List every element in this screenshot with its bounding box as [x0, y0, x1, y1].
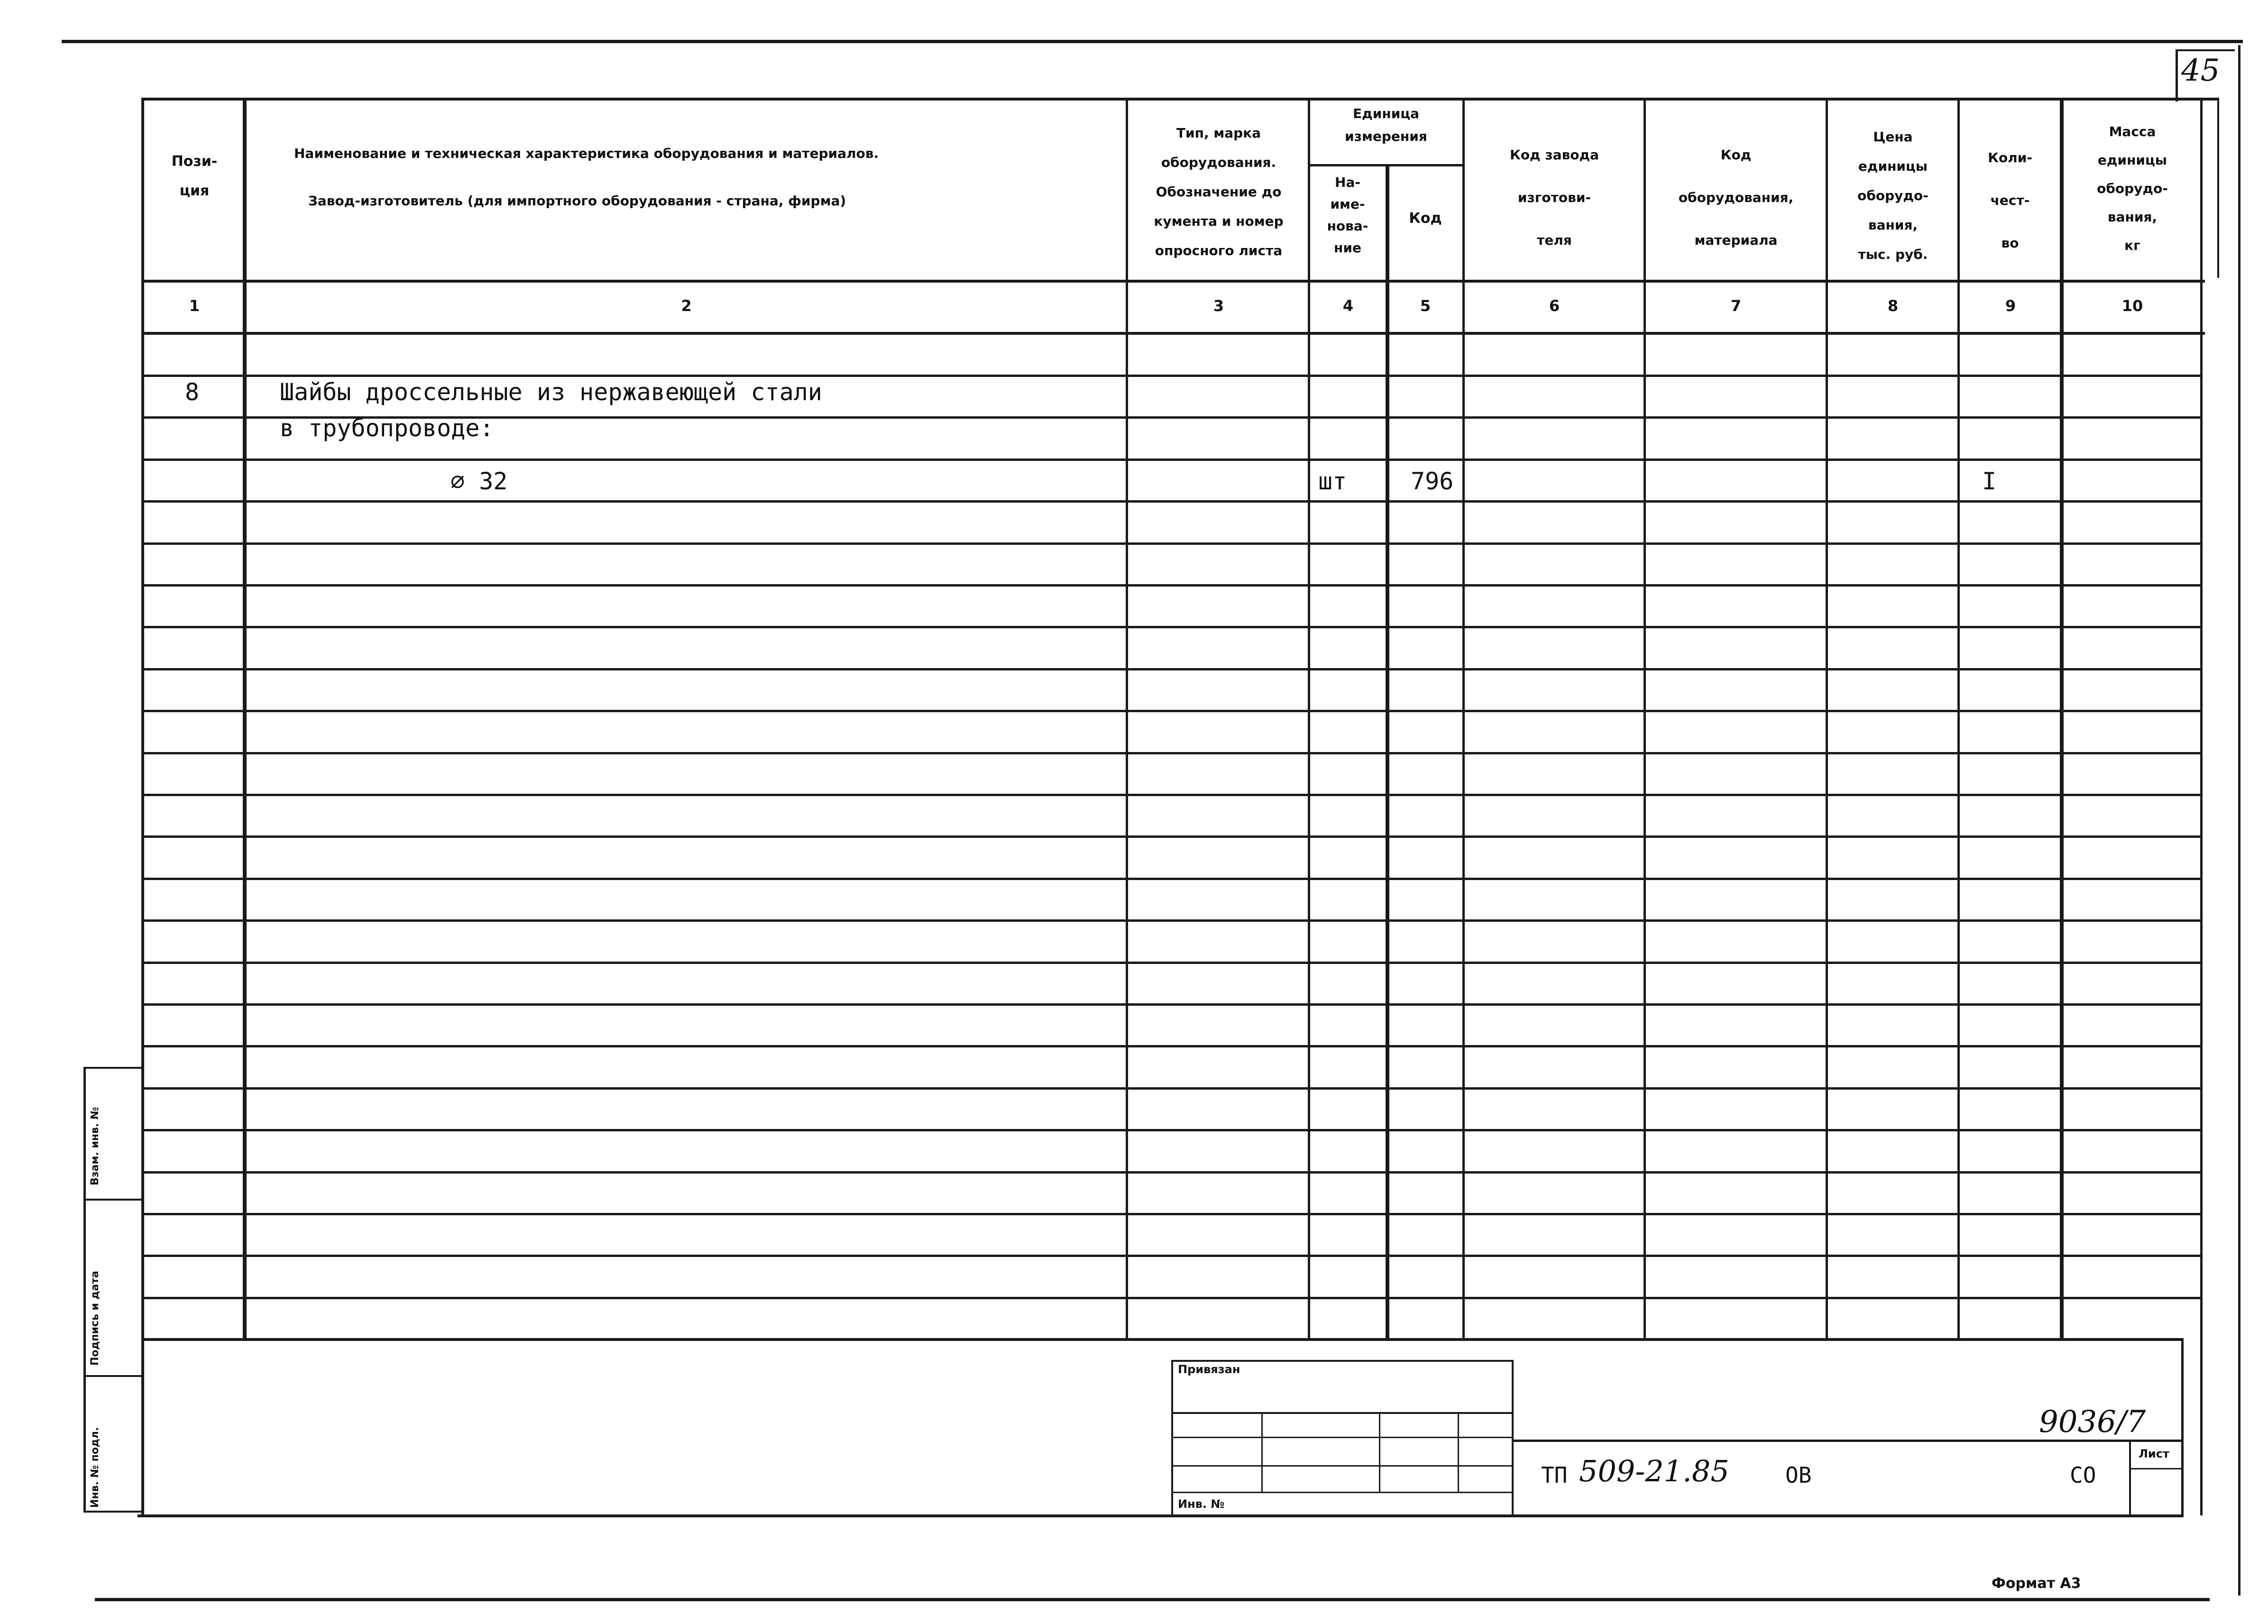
table-row-line — [142, 919, 2203, 922]
row2-name: в трубопроводе: — [280, 414, 494, 442]
table-row-line — [142, 668, 2203, 670]
col2-header-line1: Наименование и техническая характеристика оборудования и материалов. — [294, 146, 879, 161]
col6-header: Код завода изготови- теля — [1509, 147, 1599, 248]
table-row-line — [142, 459, 2203, 461]
col3-header: Тип, марка оборудования. Обозначение до кумента и номер опросного листа — [1154, 125, 1284, 258]
col1-header: Пози- ция — [171, 153, 218, 199]
table-row-line — [142, 1297, 2203, 1299]
privyazan-label: Привязан — [1178, 1363, 1240, 1376]
col-num-2: 2 — [681, 297, 692, 315]
table-top-border — [142, 98, 2219, 101]
col10-header: Масса единицы оборудо- вания, кг — [2097, 124, 2168, 253]
table-row-line — [142, 626, 2203, 628]
table-row-line — [142, 1045, 2203, 1047]
table-row-line — [142, 962, 2203, 964]
col8-header: Цена единицы оборудо- вания, тыс. руб. — [1857, 129, 1928, 262]
unit-group-header: Единица измерения — [1345, 106, 1427, 144]
col-num-8: 8 — [1887, 297, 1899, 315]
side-stamp-inv-podl: Инв. № подл. — [89, 1427, 101, 1508]
table-row-line — [142, 584, 2203, 587]
col-num-3: 3 — [1213, 297, 1224, 315]
format-label: Формат А3 — [1992, 1575, 2081, 1592]
sheet-corner-number: 45 — [2181, 53, 2220, 88]
frame-bottom — [138, 1514, 2184, 1517]
scan-top-edge — [62, 40, 2243, 43]
row3-quantity: I — [1982, 468, 1997, 495]
table-left-border — [141, 98, 144, 1515]
table-row-line — [142, 1255, 2203, 1257]
scan-right-edge — [2238, 45, 2240, 1596]
col-num-6: 6 — [1549, 297, 1560, 315]
side-stamp-vzam: Взам. инв. № — [89, 1107, 101, 1185]
table-row-line — [142, 1213, 2203, 1215]
col-num-9: 9 — [2005, 297, 2016, 315]
col7-header: Код оборудования, материала — [1678, 147, 1794, 248]
col-num-7: 7 — [1730, 297, 1742, 315]
inv-no-label: Инв. № — [1178, 1497, 1225, 1511]
section-code: ОВ — [1785, 1462, 1812, 1488]
row3-unit-code: 796 — [1411, 468, 1454, 495]
table-row-line — [142, 542, 2203, 545]
row1-name: Шайбы дроссельные из нержавеющей стали — [280, 378, 822, 406]
table-row-line — [142, 1087, 2203, 1090]
drawing-code: 9036/7 — [2039, 1404, 2146, 1440]
table-row-line — [142, 1129, 2203, 1131]
row3-name: ⌀ 32 — [450, 468, 508, 495]
col-num-10: 10 — [2121, 297, 2143, 315]
table-row-line — [142, 500, 2203, 503]
doc-type: СО — [2070, 1462, 2096, 1488]
side-stamp-signature: Подпись и дата — [89, 1271, 101, 1366]
col-num-5: 5 — [1420, 297, 1431, 315]
table-row-line — [142, 375, 2203, 377]
table-row-line — [142, 1003, 2203, 1006]
tp-number: 509-21.85 — [1579, 1454, 1729, 1488]
row3-unit-name: шт — [1318, 468, 1347, 495]
scan-bottom-edge — [95, 1598, 2210, 1601]
table-row-line — [142, 1171, 2203, 1174]
col9-header: Коли- чест- во — [1988, 150, 2032, 251]
table-row-line — [142, 878, 2203, 880]
row1-position: 8 — [185, 378, 200, 406]
col-num-4: 4 — [1342, 297, 1354, 315]
sheet-label: Лист — [2139, 1447, 2169, 1460]
table-row-line — [142, 835, 2203, 838]
table-row-line — [142, 710, 2203, 712]
table-row-line — [142, 794, 2203, 796]
col2-header-line2: Завод-изготовитель (для импортного оборудования - страна, фирма) — [308, 193, 846, 209]
table-row-line — [142, 752, 2203, 754]
col5-header: Код — [1409, 210, 1442, 227]
col4-header: На- име- нова- ние — [1327, 174, 1368, 256]
tp-prefix: ТП — [1541, 1462, 1568, 1488]
col-num-1: 1 — [189, 297, 200, 315]
